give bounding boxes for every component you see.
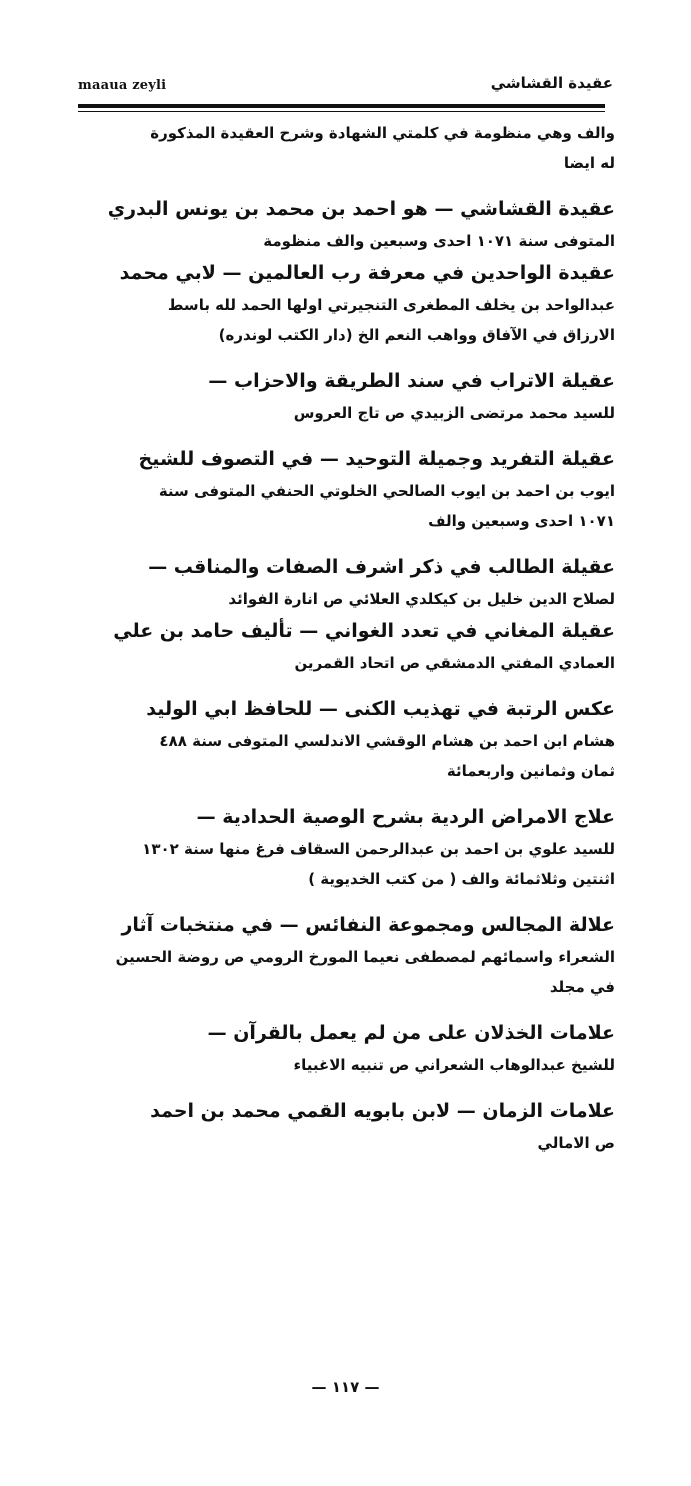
- text-line: اثنتين وثلاثمائة والف ( من كتب الخديوية ): [308, 870, 615, 888]
- running-header: [78, 72, 613, 102]
- entry-title: عقيلة الطالب في ذكر اشرف الصفات والمناقب —: [148, 556, 615, 578]
- entry-title: علاج الامراض الردية بشرح الوصية الحدادية —: [196, 806, 615, 828]
- header-left-text: maaua zeyli: [78, 78, 167, 93]
- text-line: الارزاق في الآفاق وواهب النعم الخ (دار الكتب لوندره): [218, 326, 615, 344]
- entry-title: عكس الرتبة في تهذيب الكنى — للحافظ ابي الوليد: [146, 698, 615, 720]
- entry-title: عقيدة القشاشي — هو احمد بن محمد بن يونس البدري: [107, 198, 615, 220]
- body-text: [95, 118, 615, 1158]
- header-right-text: عقيدة القشاشي: [490, 74, 613, 92]
- text-line: للسيد علوي بن احمد بن عبدالرحمن السقاف فرغ منها سنة ١٣٠٢: [142, 840, 615, 858]
- entry-title: علالة المجالس ومجموعة النفائس — في منتخبات آثار: [121, 914, 615, 936]
- entry-title: عقيدة الواحدين في معرفة رب العالمين — لابي محمد: [119, 262, 615, 284]
- header-rule: [78, 104, 605, 108]
- text-line: في مجلد: [549, 978, 615, 996]
- header-rule-thin: [78, 111, 605, 112]
- text-line: للسيد محمد مرتضى الزبيدي ص تاج العروس: [293, 404, 615, 422]
- text-line: عبدالواحد بن يخلف المطغرى التنجيرتي اولها الحمد لله باسط: [167, 296, 615, 314]
- text-line: ص الامالي: [537, 1134, 615, 1152]
- text-line: ايوب بن احمد بن ايوب الصالحي الخلوتي الحنفي المتوفى سنة: [158, 482, 615, 500]
- text-line: له ايضا: [563, 154, 615, 172]
- entry-title: عقيلة المغاني في تعدد الغواني — تأليف حامد بن علي: [113, 620, 615, 642]
- entry-title: عقيلة الاتراب في سند الطريقة والاحزاب —: [208, 370, 615, 392]
- text-line: العمادي المفتي الدمشقي ص اتحاد القمرين: [294, 654, 615, 672]
- entry-title: عقيلة التفريد وجميلة التوحيد — في التصوف للشيخ: [138, 448, 615, 470]
- text-line: والف وهي منظومة في كلمتي الشهادة وشرح العقيدة المذكورة: [150, 124, 615, 142]
- entry-title: علامات الزمان — لابن بابويه القمي محمد بن احمد: [150, 1100, 615, 1122]
- page-number: — ١١٧ —: [311, 1378, 380, 1396]
- text-line: ثمان وثمانين واربعمائة: [446, 762, 615, 780]
- text-line: الشعراء واسمائهم لمصطفى نعيما المورخ الرومي ص روضة الحسين: [115, 948, 615, 966]
- text-line: ١٠٧١ احدى وسبعين والف: [428, 512, 615, 530]
- entry-title: علامات الخذلان على من لم يعمل بالقرآن —: [207, 1022, 615, 1044]
- text-line: هشام ابن احمد بن هشام الوقشي الاندلسي المتوفى سنة ٤٨٨: [159, 732, 615, 750]
- text-line: للشيخ عبدالوهاب الشعراني ص تنبيه الاغبياء: [293, 1056, 615, 1074]
- text-line: لصلاح الدين خليل بن كيكلدي العلائي ص انارة الفوائد: [228, 590, 615, 608]
- text-line: المتوفى سنة ١٠٧١ احدى وسبعين والف منظومة: [263, 232, 615, 250]
